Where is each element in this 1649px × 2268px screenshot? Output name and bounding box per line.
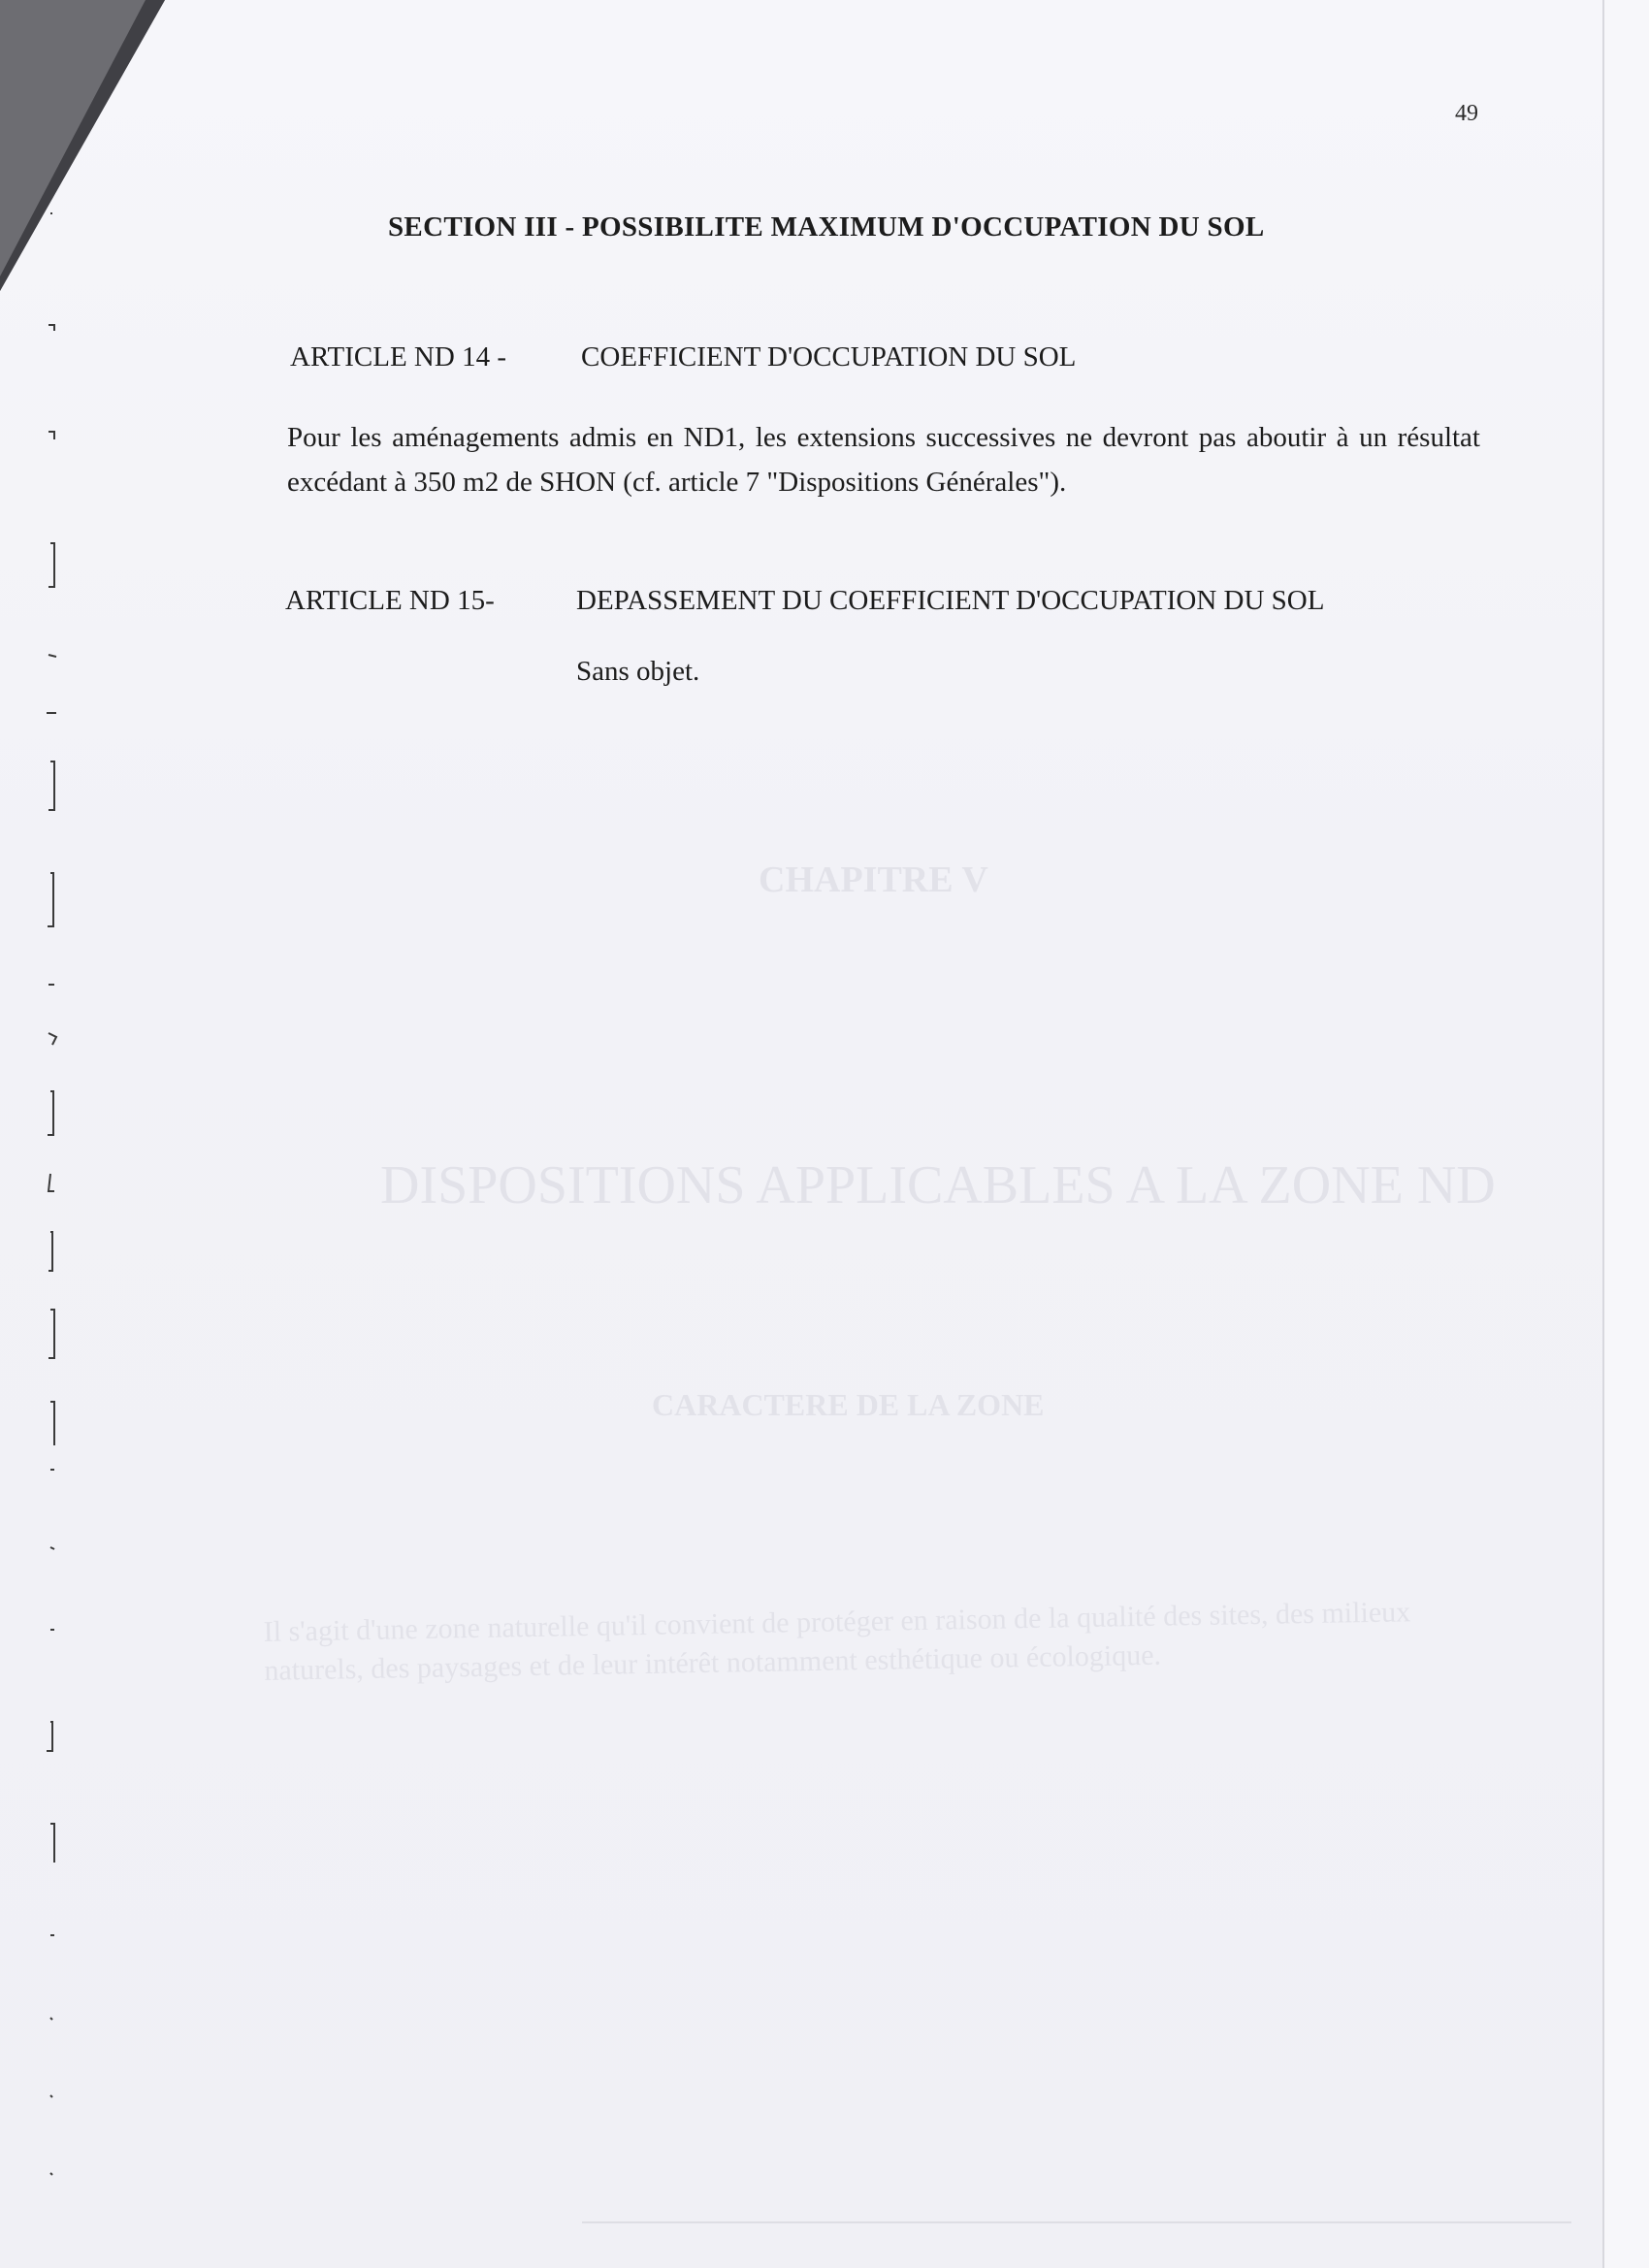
folded-corner xyxy=(0,0,165,301)
scan-margin xyxy=(1602,0,1649,2268)
article-15-heading xyxy=(285,585,1325,617)
section-title: SECTION III - POSSIBILITE MAXIMUM D'OCCUPATION DU SOL xyxy=(388,211,1265,243)
scan-edge-line xyxy=(582,2221,1571,2223)
article-14-number: ARTICLE ND 14 - xyxy=(290,341,506,373)
binding-marks xyxy=(37,194,66,2231)
article-15-body: Sans objet. xyxy=(576,656,700,687)
show-through-subheading: CARACTERE DE LA ZONE xyxy=(652,1387,1045,1422)
show-through-heading: DISPOSITIONS APPLICABLES A LA ZONE ND xyxy=(380,1155,1496,1215)
show-through-body: Il s'agit d'une zone naturelle qu'il convient de protéger en raison de la qualité des sites, des milieux naturels, des paysages et de leur intérêt notamment esthétique ou écologique. xyxy=(263,1596,1411,1687)
article-14-heading xyxy=(290,341,1077,373)
article-15-number: ARTICLE ND 15- xyxy=(285,585,495,616)
article-14-body: Pour les aménagements admis en ND1, les extensions successives ne devront pas aboutir à un résultat excédant à 350 m2 de SHON (cf. article 7 "Dispositions Générales"). xyxy=(287,422,1480,498)
show-through-chapter: CHAPITRE V xyxy=(759,859,988,900)
article-15-title: DEPASSEMENT DU COEFFICIENT D'OCCUPATION DU SOL xyxy=(576,585,1325,616)
article-14-title: COEFFICIENT D'OCCUPATION DU SOL xyxy=(581,341,1077,373)
page-number: 49 xyxy=(1455,101,1478,126)
